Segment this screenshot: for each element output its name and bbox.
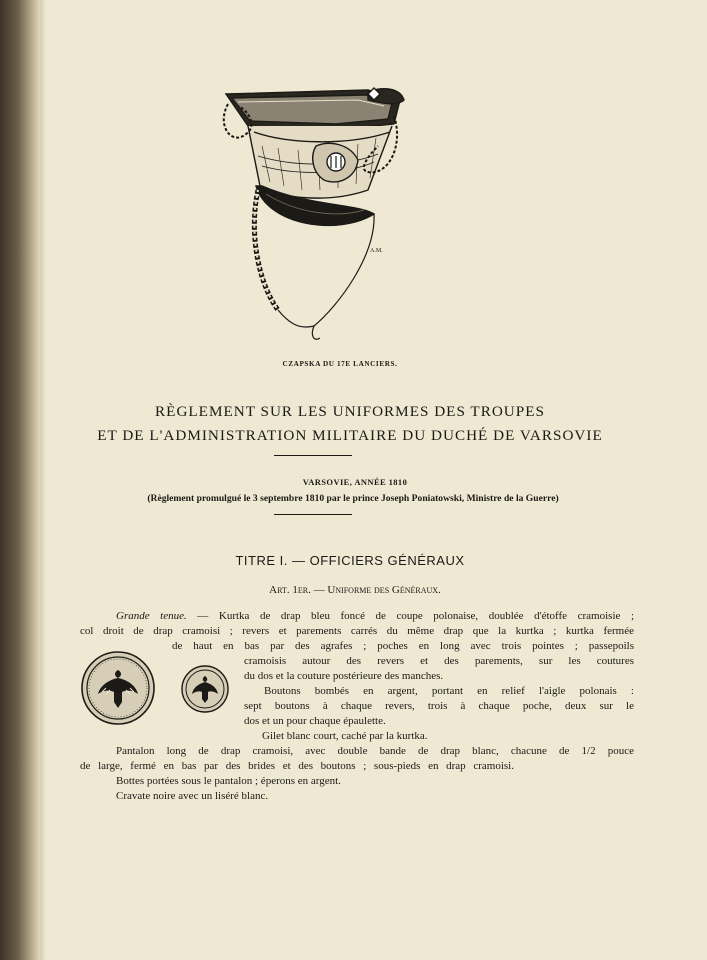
body-line-9: Gilet blanc court, caché par la kurtka. bbox=[262, 730, 428, 742]
body-line-1: Grande tenue. — Kurtka de drap bleu foncé de coupe polonaise, doublée d'étoffe cramoisie ; bbox=[116, 610, 634, 622]
body-line-3: de haut en bas par des agrafes ; poches en long avec trois pointes ; passepoils bbox=[172, 640, 634, 652]
czapska-illustration bbox=[218, 86, 418, 356]
large-eagle-button-icon bbox=[80, 650, 156, 726]
body-line-5: du dos et la couture postérieure des manches. bbox=[244, 670, 444, 682]
small-eagle-button-icon bbox=[180, 664, 230, 714]
artist-signature: A.M. bbox=[370, 248, 383, 254]
grande-tenue-label: Grande tenue. bbox=[116, 610, 187, 622]
body-line-8: dos et un pour chaque épaulette. bbox=[244, 715, 386, 727]
dateline: VARSOVIE, ANNÉE 1810 bbox=[302, 477, 408, 487]
divider-rule bbox=[274, 455, 352, 456]
body-line-10: Pantalon long de drap cramoisi, avec double bande de drap blanc, chacune de 1/2 pouce bbox=[116, 745, 634, 757]
section-title: TITRE I. — OFFICIERS GÉNÉRAUX bbox=[235, 553, 465, 568]
title-line-2: ET DE L'ADMINISTRATION MILITAIRE DU DUCHÉ DE VARSOVIE bbox=[97, 427, 603, 444]
body-line-11: de large, fermé en bas par des brides et des boutons ; sous-pieds en drap cramoisi. bbox=[80, 760, 514, 772]
body-line-13: Cravate noire avec un liséré blanc. bbox=[116, 790, 269, 802]
body-line-7: sept boutons à chaque revers, trois à chaque poche, deux sur le bbox=[244, 700, 634, 712]
body-line-4: cramoisis autour des revers et des parements, sur les coutures bbox=[244, 655, 634, 667]
divider-rule bbox=[274, 514, 352, 515]
body-line-6: Boutons bombés en argent, portant en relief l'aigle polonais : bbox=[264, 685, 634, 697]
figure-caption: CZAPSKA DU 17E LANCIERS. bbox=[282, 360, 398, 368]
page-edge-shadow bbox=[40, 0, 46, 960]
title-line-1: RÈGLEMENT SUR LES UNIFORMES DES TROUPES bbox=[155, 403, 545, 420]
body-line-2: col droit de drap cramoisi ; revers et parements carrés du même drap que la kurtka ; kurtka fermée bbox=[80, 625, 634, 637]
body-line-12: Bottes portées sous le pantalon ; éperons en argent. bbox=[116, 775, 341, 787]
decree-note: (Règlement promulgué le 3 septembre 1810 par le prince Joseph Poniatowski, Ministre de la Guerre) bbox=[147, 493, 559, 504]
book-gutter bbox=[0, 0, 40, 960]
article-heading: Art. 1er. — Uniforme des Généraux. bbox=[269, 584, 441, 596]
